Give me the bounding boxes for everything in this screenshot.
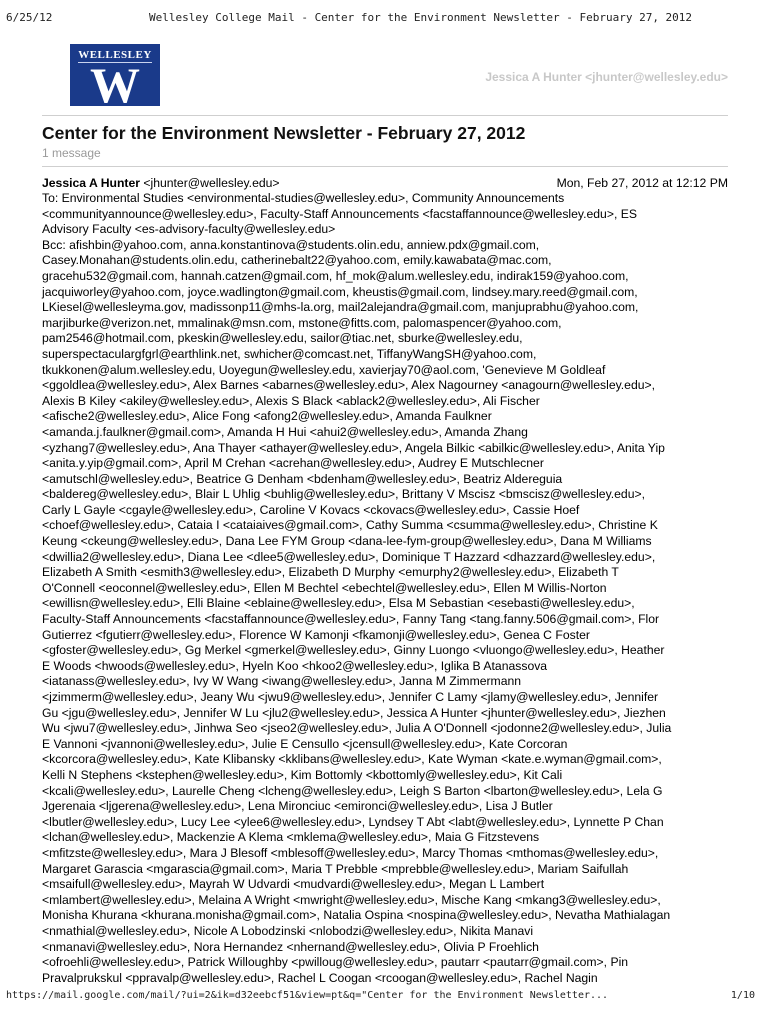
recipient-line: <nmanavi@wellesley.edu>, Nora Hernandez <nhernand@wellesley.edu>, Olivia P Froehlich [42,939,539,954]
print-title: Wellesley College Mail - Center for the Environment Newsletter - February 27, 2012 [149,11,693,24]
recipient-line: <communityannounce@wellesley.edu>, Faculty-Staff Announcements <facstaffannounce@wellesley.edu>, ES [42,206,637,221]
recipient-line: <ewillisn@wellesley.edu>, Elli Blaine <eblaine@wellesley.edu>, Elsa M Sebastian <esebasti@wellesley.edu>, [42,596,635,611]
print-footer [0,990,770,1010]
recipient-line: To: Environmental Studies <environmental-studies@wellesley.edu>, Community Announcements [42,191,565,205]
recipient-line: <lchan@wellesley.edu>, Mackenzie A Klema <mklema@wellesley.edu>, Maia G Fitzstevens [42,830,540,845]
recipient-line: Casey.Monahan@students.olin.edu, catherinebalt22@yahoo.com, emily.kawabata@mac.com, [42,253,552,268]
recipient-line: pam2546@hotmail.com, pkeskin@wellesley.edu, sailor@tiac.net, sburke@wellesley.edu, [42,331,523,346]
recipient-line: Jgerenaia <ljgerena@wellesley.edu>, Lena Mironciuc <emironci@wellesley.edu>, Lisa J Butler [42,799,553,814]
recipient-line: <amanda.j.faulkner@gmail.com>, Amanda H Hui <ahui2@wellesley.edu>, Amanda Zhang [42,424,528,439]
sender-name: Jessica A Hunter [42,176,140,190]
recipient-line: <baldereg@wellesley.edu>, Blair L Uhlig <buhlig@wellesley.edu>, Brittany V Mscisz <bmscisz@wellesley.edu>, [42,487,645,502]
recipient-line: <kcali@wellesley.edu>, Laurelle Cheng <lcheng@wellesley.edu>, Leigh S Barton <lbarton@wellesley.edu>, Lela G [42,783,663,798]
recipient-line: tkukkonen@alum.wellesley.edu, Uoyegun@wellesley.edu, xavierjay70@aol.com, 'Genevieve M Goldleaf [42,362,606,377]
recipient-line: Advisory Faculty <es-advisory-faculty@wellesley.edu> [42,222,336,237]
recipient-line: LKiesel@wellesleyma.gov, madissonp11@mhs-la.org, mail2alejandra@gmail.com, manjuprabhu@yahoo.com, [42,300,639,315]
recipient-line: <msaifull@wellesley.edu>, Mayrah W Udvardi <mudvardi@wellesley.edu>, Megan L Lambert [42,877,545,892]
message-count: 1 message [42,146,101,160]
print-header [0,0,770,26]
recipient-line: O'Connell <eoconnel@wellesley.edu>, Ellen M Bechtel <ebechtel@wellesley.edu>, Ellen M Willis-Norton [42,580,607,595]
recipient-line: <lbutler@wellesley.edu>, Lucy Lee <ylee6@wellesley.edu>, Lyndsey T Abt <labt@wellesley.edu>, Lynnette P Chan [42,814,664,829]
recipient-line: <yzhang7@wellesley.edu>, Ana Thayer <athayer@wellesley.edu>, Angela Bilkic <abilkic@wellesley.edu>, Anita Yip [42,440,665,455]
divider [42,115,728,116]
recipient-line: <mlambert@wellesley.edu>, Melaina A Wright <mwright@wellesley.edu>, Mische Kang <mkang3@wellesley.edu>, [42,892,661,907]
recipient-line: Pravalprukskul <ppravalp@wellesley.edu>, Rachel L Coogan <rcoogan@wellesley.edu>, Rachel Nagin [42,970,598,985]
wellesley-logo[interactable] [70,44,160,106]
recipient-line: jacquiworley@yahoo.com, joyce.wadlington@gmail.com, kheustis@gmail.com, lindsey.mary.reed@gmail.com, [42,284,638,299]
recipient-line: Alexis B Kiley <akiley@wellesley.edu>, Alexis S Black <ablack2@wellesley.edu>, Ali Fischer [42,393,540,408]
recipient-line: <ggoldlea@wellesley.edu>, Alex Barnes <abarnes@wellesley.edu>, Alex Nagourney <anagourn@wellesley.edu>, [42,378,656,393]
recipient-line: <nmathial@wellesley.edu>, Nicole A Lobodzinski <nlobodzi@wellesley.edu>, Nikita Manavi [42,923,534,938]
recipient-line: <kcorcora@wellesley.edu>, Kate Klibansky <kklibans@wellesley.edu>, Kate Wyman <kate.e.wyman@gmail.com>, [42,752,662,767]
logo-rule [78,62,152,63]
recipient-line: Gu <jgu@wellesley.edu>, Jennifer W Lu <jlu2@wellesley.edu>, Jessica A Hunter <jhunter@wellesley.edu>, Jiezhen [42,705,666,720]
recipient-line: <choef@wellesley.edu>, Cataia I <cataiaives@gmail.com>, Cathy Summa <csumma@wellesley.edu>, Christine K [42,518,658,533]
recipient-line: <gfoster@wellesley.edu>, Gg Merkel <gmerkel@wellesley.edu>, Ginny Luongo <vluongo@wellesley.edu>, Heather [42,643,665,658]
account-identity: Jessica A Hunter <jhunter@wellesley.edu> [485,70,728,84]
print-date: 6/25/12 [6,11,53,24]
recipient-line: <mfitzste@wellesley.edu>, Mara J Blesoff <mblesoff@wellesley.edu>, Marcy Thomas <mthomas@wellesley.edu>, [42,845,659,860]
recipient-line: Carly L Gayle <cgayle@wellesley.edu>, Caroline V Kovacs <ckovacs@wellesley.edu>, Cassie Hoef [42,502,580,517]
email-subject: Center for the Environment Newsletter - February 27, 2012 [42,123,526,143]
divider [42,166,728,167]
recipient-line: Monisha Khurana <khurana.monisha@gmail.com>, Natalia Ospina <nospina@wellesley.edu>, Nevatha Mathialagan [42,908,671,923]
recipient-line: marjiburke@verizon.net, mmalinak@msn.com, mstone@fitts.com, palomaspencer@yahoo.com, [42,315,562,330]
sender-line [42,176,728,192]
logo-w-icon [82,64,148,104]
recipient-line: Margaret Garascia <mgarascia@gmail.com>, Maria T Prebble <mprebble@wellesley.edu>, Mariam Saifullah [42,861,629,876]
recipient-line: <anita.y.yip@gmail.com>, April M Crehan <acrehan@wellesley.edu>, Audrey E Mutschlecner [42,456,544,471]
recipient-line: Wu <jwu7@wellesley.edu>, Jinhwa Seo <jseo2@wellesley.edu>, Julia A O'Donnell <jodonne2@wellesley.edu>, Julia [42,721,672,736]
recipient-line: Keung <ckeung@wellesley.edu>, Dana Lee FYM Group <dana-lee-fym-group@wellesley.edu>, Dana M Williams [42,534,652,549]
print-url: https://mail.google.com/mail/?ui=2&ik=d32eebcf51&view=pt&q="Center for the Environment Newsletter... [6,990,609,1001]
recipient-line: superspectaculargfgrl@earthlink.net, swhicher@comcast.net, TiffanyWangSH@yahoo.com, [42,346,537,361]
recipient-line: Bcc: afishbin@yahoo.com, anna.konstantinova@students.olin.edu, anniew.pdx@gmail.com, [42,237,540,252]
recipient-line: Kelli N Stephens <kstephen@wellesley.edu>, Kim Bottomly <kbottomly@wellesley.edu>, Kit Cali [42,767,563,782]
recipient-line: Elizabeth A Smith <esmith3@wellesley.edu>, Elizabeth D Murphy <emurphy2@wellesley.edu>, Elizabeth T [42,565,619,580]
recipient-line: <dwillia2@wellesley.edu>, Diana Lee <dlee5@wellesley.edu>, Dominique T Hazzard <dhazzard@wellesley.edu>, [42,549,656,564]
recipient-line: Gutierrez <fgutierr@wellesley.edu>, Florence W Kamonji <fkamonji@wellesley.edu>, Genea C Foster [42,627,590,642]
message-date: Mon, Feb 27, 2012 at 12:12 PM [556,176,728,190]
logo-wordmark: WELLESLEY [78,49,152,61]
recipient-line: <afische2@wellesley.edu>, Alice Fong <afong2@wellesley.edu>, Amanda Faulkner [42,409,492,424]
recipient-line: Faculty-Staff Announcements <facstaffannounce@wellesley.edu>, Fanny Tang <tang.fanny.506@gmail.com>, Flor [42,612,660,627]
recipients-list [42,191,732,986]
recipient-line: <ofroehli@wellesley.edu>, Patrick Willoughby <pwilloug@wellesley.edu>, pautarr <pautarr@gmail.com>, Pin [42,955,629,970]
page-number: 1/10 [730,990,755,1001]
recipient-line: E Vannoni <jvannoni@wellesley.edu>, Julie E Censullo <jcensull@wellesley.edu>, Kate Corcoran [42,736,568,751]
recipient-line: E Woods <hwoods@wellesley.edu>, Hyeln Koo <hkoo2@wellesley.edu>, Iglika B Atanassova [42,658,548,673]
recipient-line: <amutschl@wellesley.edu>, Beatrice G Denham <bdenham@wellesley.edu>, Beatriz Aldereguia [42,471,563,486]
sender-email: <jhunter@wellesley.edu> [140,176,280,190]
recipient-line: <jzimmerm@wellesley.edu>, Jeany Wu <jwu9@wellesley.edu>, Jennifer C Lamy <jlamy@wellesley.edu>, Jennifer [42,690,659,704]
recipient-line: gracehu532@gmail.com, hannah.catzen@gmail.com, hf_mok@alum.wellesley.edu, indirak159@yahoo.com, [42,268,629,283]
logo-letter: W [90,64,140,104]
recipient-line: <iatanass@wellesley.edu>, Ivy W Wang <iwang@wellesley.edu>, Janna M Zimmermann [42,674,522,689]
